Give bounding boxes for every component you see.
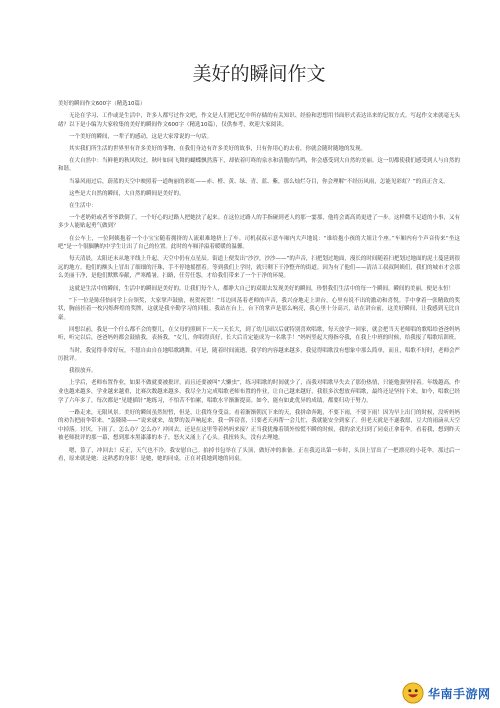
paragraph: 无论在学习、工作或是生活中，许多人都写过作文吧，作文是人们把记忆中所存储的有关知识、经验和思想用书面形式表达出来的记叙方式。写起作文来就毫无头绪？以下是小编为大家收集的美好的瞬间作文600字（精选10篇），仅供参考，欢迎大家阅读。 (58, 113, 460, 128)
paragraph: “下一位是陈佳怡同学上台领奖，大家掌声鼓励，祝贺祝贺！”耳边回荡着老师的声音，我兴奋地走上讲台，心里有说不出的激动和喜悦。手中拿着一张精致的奖状，胸前挂着一枚闪烁辉煌的奖牌，这就是我辛勤学习的回报。我站在台上，台下的掌声是那么响亮，我心里十分高兴，站在讲台前，这美好瞬间，让我感到无比自豪。 (58, 297, 460, 321)
paragraph: 当时，我觉得非常好玩，不愿自由自在地唱歌跳舞。可是，随着时间流逝，我学的内容越来越多，我觉得唱歌没有想象中那么简单，而且，唱歌不好时，老师会严厉批评。 (58, 347, 460, 363)
article-subtitle: 美好的瞬间作文600字（精选10篇） (58, 101, 146, 107)
paragraph: 当暴风雨过后，蔚蓝的天空中映照着一道绚丽的彩虹——赤、橙、黄、绿、青、蓝、紫，那么灿烂夺目，你会理解“不经历风雨，怎能见彩虹？”的真正含义。 (69, 178, 449, 185)
paragraph: 一路走来，无限风景。美好的瞬间虽然短暂，但是，让我终身受益。看着渐渐朝沉下来的天，我拼命奔跑，不要下雨，不要下雨！因为早上出门的时候，没听妈妈的劝告把雨伞带来。“轰隆隆——”说来就来，故梦的轰声响起来，我一阵窃喜，只要老天再帮一会儿忙，我就能安全到家了。但老天就是不遂我愿，豆大的雨滴从天空中掉落。讨厌，下雨了。怎么办？怎么办？冲回去，还是在这里等着妈妈来接？正当我犹豫着锁外惊慌不瞬的时候，我的余光扫到了同桌正拿着伞。看着我，想到昨天被老师批评的那一幕，想到那本黑漆漆的本子，怒火又涌上了心头。我扭转头，没有去理她。 (58, 409, 460, 442)
paragraph: 我很放弃。 (69, 368, 97, 375)
paragraph: 回想以前，我是一个什么都不会的婴儿，在父母的照顾下一天一天长大，到了幼儿园以后就特别喜欢唱歌，每天放学一回家，就会把当天老师唱的歌唱给爸爸妈妈听，听完以后，爸爸妈妈都会鼓励我，表扬我，“女儿，你唱得真好，长大后肯定能成为一名歌手！”妈妈竖起大拇指夸我，在我上中班的时候，给我报了唱歌培训班。 (58, 326, 460, 342)
site-watermark (402, 682, 494, 704)
paragraph: 一个美好的瞬间，一辈子的感动，这是大家常说的一句话。 (69, 133, 213, 140)
paragraph: 这就是生活中的瞬间，生活中的瞬间是美好的。让我们每个人，都睁大自己的双眼去发现美好的瞬间，珍惜我们生活中的每一个瞬间。瞬间的美丽，便是永恒！ (69, 285, 455, 292)
paragraph: 嗯，算了，冲回去！反正，天气也不冷，我安慰自己。拍掉书包举在了头顶，做好冲的准备。正在我迈出第一步时，头顶上冒出了一把漂亮的小花伞。那过后一看，原来就是她：这熟悉的身影！是她，她的同桌，正在对我她到她的同桌。 (58, 447, 460, 463)
paragraph: 在生活中： (69, 202, 97, 209)
paragraph: 在公车上，一位阿姨抱着一个小宝宝随着拥挤的人流艰难地挤上了车。司机叔叔示意车厢内大声地说：“谁给抱小孩的大姐让个座。”车厢内有个声音传来“坐这吧”是一个很腼腆的中学生让出了自己的位置。此时的车厢洋溢着暖暖的温馨。 (58, 235, 460, 251)
watermark-text: 华南手游网 (428, 686, 491, 701)
article-body (58, 112, 460, 467)
paragraph: 其实我们所生活的世界里有许多美好的事物，在我们身边有许多美好的故事，只有你用心的去看，你就会随时随地的发现。 (69, 145, 367, 152)
paragraph: 上学后，老师布置作业，如果不做就要被批评，而且还要被叫“大懒虫”，练习唱歌的时间就少了，而我对唱歌早失去了那份热情，只能勉强坚持着。年级越高，作业也越来越多，学业越来越重，比赛次数越来越多，我尽全力完成唱歌老师布置的作业，让自己越来越好，我很多次想放弃唱歌，最终还是坚持下来，如今，唱歌已经学了六年多了，每次都是“见缝插针”地练习，不怕苦不怕累，唱歌水平渐渐提高。如今，能有如此优异的成绩，都要归功于努力。 (58, 380, 460, 404)
paragraph: 一个老奶奶或者爷爷跌倒了，一个好心的过路人把她扶了起来。在这位过路人的手指碰到老人的那一霎那，他将会离高尚更进了一步。这样微不足道的小事，又有多少人能贴起勇气做到？ (58, 214, 460, 230)
paragraph: 在大自然中：当鲜艳的秋风吹过，秋叶如同飞舞的蝴蝶飘然落下，却依着叮咚的泉水和清脆的鸟鸣，你会感受到大自然的美丽。这一切都使我们感受到人与自然的和谐。 (58, 157, 460, 173)
paragraph: 每天清晨，太阳还未从地平线上升起，天空中仍有点星辰。街道上便发出“沙沙，沙沙——”的声音，扫把划过地面，漫长的时间随着扫把划过地面的泥土蔓延到很远的地方。他们的额头上冒出了细细的汗珠，手不停地摇摆着。等到我们上学时，就只剩下干净整齐的街道。因为有了他们——清洁工叔叔阿姨们，我们的城市才会那么美丽干净，是他们默默奉献，严寒酷暑，扫路，任劳任怨，才给我们带来了一个干净的环境。 (58, 256, 460, 280)
grinning-face-icon (402, 682, 424, 704)
paragraph: 这些是大自然的瞬间，大自然的瞬间是美好的。 (69, 190, 185, 197)
article-title: 美好的瞬间作文 (192, 63, 326, 85)
